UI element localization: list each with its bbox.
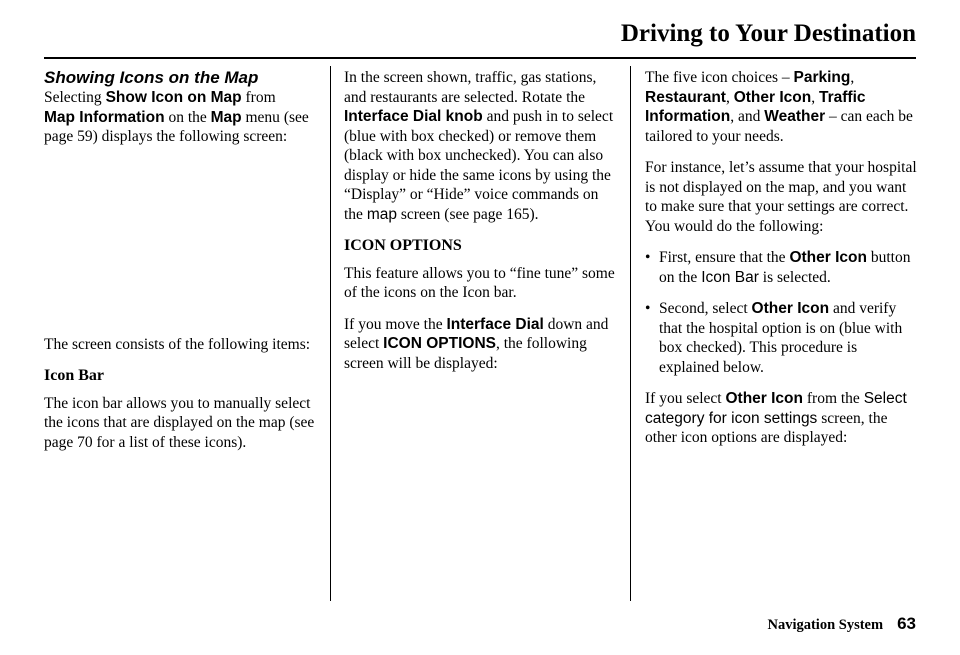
text: is selected. (758, 268, 831, 286)
ui-term-map-information: Map Information (44, 108, 165, 126)
text: (see page 59) displays the following screen: (44, 108, 309, 145)
text: from (241, 89, 276, 106)
ui-term-show-icon-on-map: Show Icon on Map (105, 89, 242, 106)
bullet-item-2 (645, 299, 917, 377)
ui-term-other-icon: Other Icon (733, 88, 812, 106)
text: If you select (645, 390, 726, 407)
text: , and (730, 108, 765, 125)
text: , (811, 88, 819, 106)
text: If you move the (344, 315, 447, 333)
bullet-item-1 (645, 248, 917, 287)
text: Second, select (659, 300, 752, 317)
text: from the (803, 390, 864, 407)
ui-term-map: Map (210, 108, 242, 126)
text: The five icon choices – (645, 69, 794, 86)
ui-term-select-category: Select category for icon settings (645, 390, 907, 427)
icon-options-heading: ICON OPTIONS (344, 237, 462, 254)
ui-term-icon-bar: Icon Bar (701, 268, 759, 286)
page-header-title: Driving to Your Destination (620, 20, 916, 47)
column-divider-right (630, 66, 631, 601)
ui-term-interface-dial: Interface Dial (446, 315, 544, 333)
text: menu (241, 108, 280, 126)
icon-choices-paragraph (645, 68, 917, 146)
column-divider-left (330, 66, 331, 601)
text: screen, the other icon options are displayed: (645, 409, 888, 446)
text: In the screen shown, traffic, gas stations, and restaurants are selected. Rotate the (344, 69, 597, 106)
column-1 (44, 68, 322, 464)
bullet-icon: • (645, 300, 651, 317)
text: First, ensure that the (659, 249, 790, 266)
ui-term-other-icon: Other Icon (751, 300, 830, 317)
page-footer (767, 614, 916, 634)
ui-term-icon-options: ICON OPTIONS (383, 335, 496, 352)
screen-image-placeholder (44, 159, 322, 335)
ui-term-interface-dial-knob: Interface Dial knob (344, 108, 483, 125)
selection-paragraph (344, 68, 616, 224)
example-paragraph: For instance, let’s assume that your hospital is not displayed on the map, and you want to make sure that your settings are correct. You would do the following: (645, 159, 917, 235)
items-intro-paragraph: The screen consists of the following items: (44, 335, 311, 353)
ui-term-map-screen: map (366, 205, 397, 223)
other-icon-paragraph (645, 389, 917, 448)
ui-term-other-icon: Other Icon (725, 390, 803, 407)
ui-term-restaurant: Restaurant (645, 88, 726, 106)
text: , (725, 88, 734, 106)
text: , (850, 69, 855, 86)
ui-term-weather: Weather (764, 108, 826, 125)
section-title: Showing Icons on the Map (44, 68, 259, 87)
column-3 (645, 68, 917, 460)
bullet-icon: • (645, 249, 651, 266)
icon-bar-heading: Icon Bar (44, 367, 104, 384)
text: screen (see page 165). (396, 205, 539, 223)
icon-options-paragraph (344, 315, 616, 374)
icon-bar-paragraph: The icon bar allows you to manually select the icons that are displayed on the map (see page 70 for a list of these icons). (44, 394, 315, 451)
text: – can each be tailored to your needs. (645, 108, 913, 145)
ui-term-parking: Parking (793, 69, 851, 86)
column-2 (344, 68, 616, 385)
text: on the (164, 108, 211, 126)
text: , the following screen will be displayed: (344, 335, 587, 372)
text: down and select (344, 315, 609, 352)
page-number: 63 (897, 614, 916, 633)
intro-paragraph (44, 88, 322, 147)
text: button on the (659, 249, 911, 286)
header-rule (44, 57, 916, 59)
ui-term-traffic-information: Traffic Information (645, 88, 866, 125)
text: Selecting (44, 89, 106, 106)
text: and push in to select (blue with box checked) or remove them (black with box unchecked). You can also display or hide the same icons by using the “Display” or “Hide” voice commands on the (344, 108, 614, 223)
ui-term-other-icon: Other Icon (789, 249, 867, 266)
footer-label: Navigation System (767, 617, 884, 633)
text: and verify that the hospital option is on (blue with box checked). This procedure is explained below. (659, 300, 903, 376)
fine-tune-paragraph: This feature allows you to “fine tune” some of the icons on the Icon bar. (344, 264, 615, 301)
